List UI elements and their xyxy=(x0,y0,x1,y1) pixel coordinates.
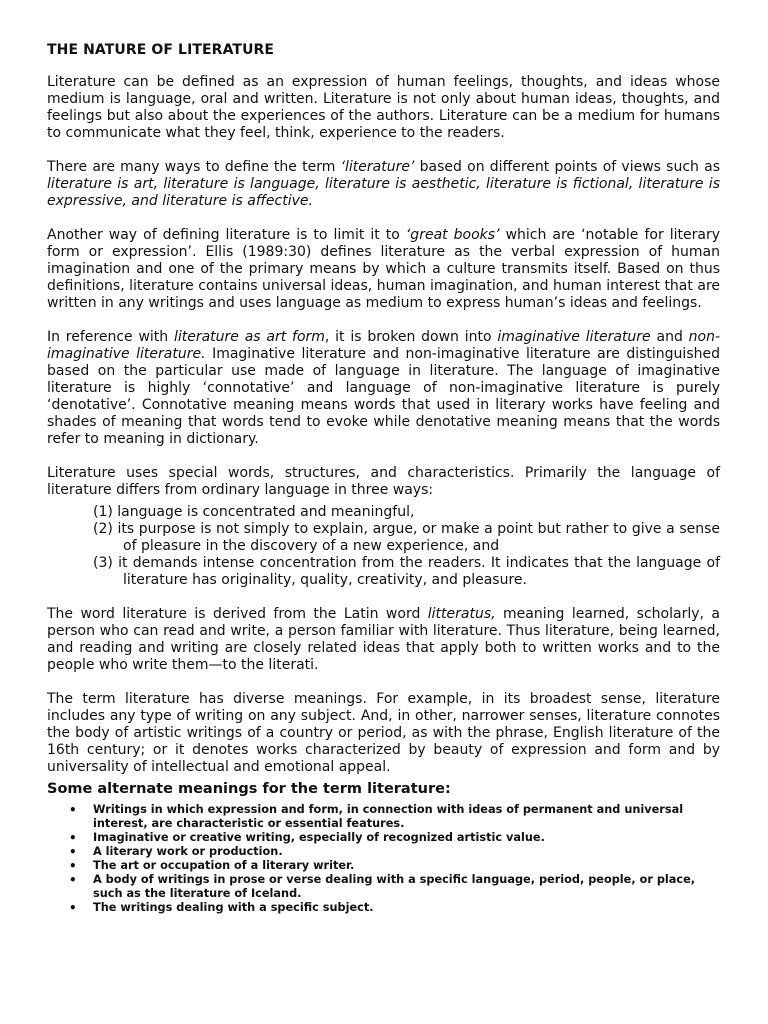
document-title: THE NATURE OF LITERATURE xyxy=(47,42,275,58)
paragraph-art-form xyxy=(47,329,720,448)
text: Another way of defining literature is to limit it to xyxy=(47,227,406,243)
list-item: • The writings dealing with a specific subject. xyxy=(93,901,720,915)
italic-litteratus: litteratus, xyxy=(427,606,496,622)
paragraph-special-words: Literature uses special words, structures, and characteristics. Primarily the language of literature differs from ordinary language in three ways: xyxy=(47,465,720,498)
text: based on different points of views such as xyxy=(414,159,720,175)
italic-art-form: literature as art form xyxy=(173,329,325,345)
text: , it is broken down into xyxy=(324,329,498,345)
list-item: • The art or occupation of a literary writer. xyxy=(93,859,720,873)
paragraph-ways-to-define xyxy=(47,159,720,210)
list-number: (3) xyxy=(93,555,113,571)
list-text: language is concentrated and meaningful, xyxy=(112,504,415,520)
italic-great-books: ‘great books’ xyxy=(405,227,500,243)
list-number: (2) xyxy=(93,521,113,537)
list-number: (1) xyxy=(93,504,113,520)
list-text: its purpose is not simply to explain, argue, or make a point but rather to give a sense of pleasure in the discovery of a new experience, and xyxy=(112,521,720,554)
italic-non-imaginative: non-imaginative literature. xyxy=(47,329,721,362)
list-item: • Imaginative or creative writing, especially of recognized artistic value. xyxy=(93,831,720,845)
list-item xyxy=(93,521,720,555)
italic-definitions: literature is art, literature is language, literature is aesthetic, literature is fictional, literature is expressive, and literature is affective. xyxy=(47,176,720,209)
italic-imaginative: imaginative literature xyxy=(497,329,651,345)
text: In reference with xyxy=(47,329,174,345)
text: which are ‘notable for literary form or expression’. Ellis (1989:30) defines literature as the verbal expression of human imagination and one of the primary means by which a culture transmits itself. Based on thus definitions, literature contains universal ideas, human imagination, and human interest that are written in any writings and uses language as medium to express human’s ideas and feelings. xyxy=(47,227,721,311)
text: meaning learned, scholarly, a person who can read and write, a person familiar with literature. Thus literature, being learned, and reading and writing are closely related ideas that apply both to written works and to the people who write them—to the literati. xyxy=(47,606,720,673)
list-item: • A body of writings in prose or verse dealing with a specific language, period, people, or place, such as the literature of Iceland. xyxy=(93,873,720,901)
list-item xyxy=(93,555,720,589)
italic-term: ‘literature’ xyxy=(340,159,415,175)
list-item xyxy=(93,504,720,521)
list-item: • Writings in which expression and form, in connection with ideas of permanent and universal interest, are characteristic or essential features. xyxy=(93,803,720,831)
text: Imaginative literature and non-imaginative literature are distinguished based on the particular use made of language in literature. The language of imaginative literature is highly ‘connotative’ and language of non-imaginative literature is purely ‘denotative’. Connotative meaning means words that used in literary works have feeling and shades of meaning that words tend to evoke while denotative meaning means that the words refer to meaning in dictionary. xyxy=(47,346,720,447)
list-item: • A literary work or production. xyxy=(93,845,720,859)
paragraph-great-books xyxy=(47,227,720,312)
paragraph-definition: Literature can be defined as an expression of human feelings, thoughts, and ideas whose medium is language, oral and written. Literature is not only about human ideas, thoughts, and feelings but also about the experiences of the authors. Literature can be a medium for humans to communicate what they feel, think, experience to the readers. xyxy=(47,74,720,141)
text: The word literature is derived from the Latin word xyxy=(47,606,428,622)
section-heading: Some alternate meanings for the term literature: xyxy=(47,781,451,797)
paragraph-diverse-meanings: The term literature has diverse meanings. For example, in its broadest sense, literature includes any type of writing on any subject. And, in other, narrower senses, literature connotes the body of artistic writings of a country or period, as with the phrase, English literature of the 16th century; or it denotes works characterized by beauty of expression and form and by universality of intellectual and emotional appeal. xyxy=(47,691,720,775)
text: There are many ways to define the term xyxy=(47,159,341,175)
alternate-meanings-list xyxy=(47,803,720,915)
text: and xyxy=(650,329,689,345)
list-text: it demands intense concentration from the readers. It indicates that the language of literature has originality, quality, creativity, and pleasure. xyxy=(112,555,720,588)
paragraph-latin-origin xyxy=(47,606,720,674)
three-ways-list xyxy=(47,504,720,589)
